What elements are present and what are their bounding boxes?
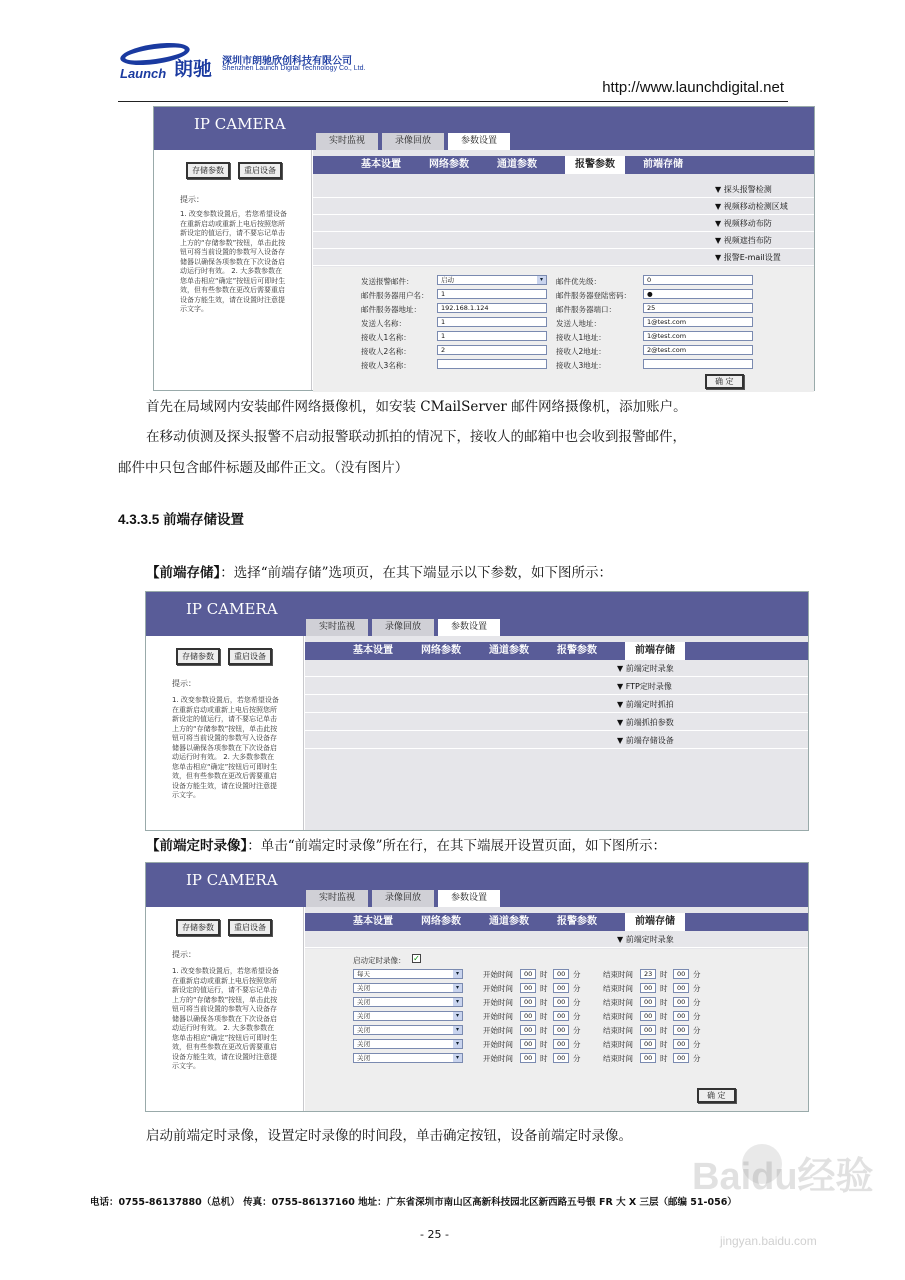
smtp-port-input[interactable]: 25 (643, 303, 753, 313)
nav-storage[interactable]: 前端存储 (643, 159, 683, 170)
minute-label: 分 (693, 998, 701, 1007)
minute-label: 分 (693, 1012, 701, 1021)
section-row[interactable]: ▼ FTP定时录像 (305, 678, 808, 695)
end-minute-input[interactable]: 00 (673, 983, 689, 993)
hint-title: 提示： (172, 950, 196, 959)
screenshot-scheduled-recording (145, 862, 809, 1112)
tab-live[interactable]: 实时监视 (316, 133, 378, 150)
minute-label: 分 (573, 1026, 581, 1035)
chevron-down-icon: ▾ (453, 1040, 462, 1048)
nav-network[interactable]: 网络参数 (421, 645, 461, 656)
chevron-down-icon: ▾ (453, 998, 462, 1006)
start-label: 开始时间 (483, 970, 513, 979)
end-minute-input[interactable]: 00 (673, 969, 689, 979)
tab-settings[interactable]: 参数设置 (438, 619, 500, 636)
field-label: 邮件服务器用户名： (361, 291, 429, 300)
day-select[interactable]: 关闭 ▾ (353, 997, 463, 1007)
camera-header (154, 107, 814, 150)
tab-playback[interactable]: 录像回放 (372, 619, 434, 636)
receiver3-name-input[interactable] (437, 359, 547, 369)
right-panel (305, 907, 808, 1111)
day-select[interactable]: 关闭 ▾ (353, 1039, 463, 1049)
watermark-url: jingyan.baidu.com (720, 1234, 817, 1248)
nav-channel[interactable]: 通道参数 (489, 645, 529, 656)
start-hour-input[interactable]: 00 (520, 969, 536, 979)
camera-title: IP CAMERA (186, 600, 278, 618)
mail-priority-input[interactable]: 0 (643, 275, 753, 285)
reboot-button[interactable]: 重启设备 (228, 919, 272, 936)
footer-contact: 电话：0755-86137880（总机） 传真：0755-86137160 地址：广东省深圳市南山区高新科技园北区新西路五号银 FR 大 X 三层（邮编 51-056） (90, 1197, 737, 1208)
receiver1-name-input[interactable]: 1 (437, 331, 547, 341)
action-buttons (176, 648, 272, 665)
receiver1-address-input[interactable]: 1@test.com (643, 331, 753, 341)
field-label: 发送报警邮件： (361, 277, 414, 286)
ok-button[interactable]: 确 定 (697, 1088, 736, 1103)
minute-label: 分 (693, 970, 701, 979)
hint-text: 1. 改变参数设置后，若您希望设备在重新启动或重新上电后按照您所新设定的值运行，请不要忘记单击上方的“存储参数”按钮，单击此按钮可将当前设置的参数写入设备存储器以确保各项参数在下次设备启动运行时有效。 2. 大多数参数在您单击相应“确定”按钮后可即时生效，但有些参数在更改后需要重启设备方能生效，请在设置时注意提示文字。 (172, 967, 279, 1070)
start-hour-input[interactable]: 00 (520, 1053, 536, 1063)
hour-label: 时 (660, 984, 668, 993)
start-label: 开始时间 (483, 1012, 513, 1021)
minute-label: 分 (573, 970, 581, 979)
field-label: 接收人2名称： (361, 347, 411, 356)
email-form (313, 267, 814, 392)
minute-label: 分 (573, 984, 581, 993)
section-row[interactable]: ▼ 视频移动布防 (313, 215, 814, 232)
end-label: 结束时间 (603, 998, 633, 1007)
main-tabs (316, 133, 510, 150)
field-label: 邮件服务器登陆密码： (556, 291, 631, 300)
minute-label: 分 (693, 1040, 701, 1049)
paragraph: 启动前端定时录像，设置定时录像的时间段，单击确定按钮，设备前端定时录像。 (146, 1128, 632, 1144)
end-hour-input[interactable]: 00 (640, 1011, 656, 1021)
start-hour-input[interactable]: 00 (520, 997, 536, 1007)
camera-header (146, 863, 808, 907)
left-panel (154, 150, 312, 390)
minute-label: 分 (573, 1054, 581, 1063)
hour-label: 时 (540, 970, 548, 979)
tab-playback[interactable]: 录像回放 (372, 890, 434, 907)
start-minute-input[interactable]: 00 (553, 1039, 569, 1049)
screenshot-storage-tab (145, 591, 809, 831)
ok-button[interactable]: 确 定 (705, 374, 744, 389)
end-minute-input[interactable]: 00 (673, 997, 689, 1007)
main-tabs (306, 619, 500, 636)
start-hour-input[interactable]: 00 (520, 1039, 536, 1049)
header-url[interactable]: http://www.launchdigital.net (602, 79, 784, 96)
receiver3-address-input[interactable] (643, 359, 753, 369)
section-row[interactable]: ▼ 前端定时录象 (305, 931, 808, 948)
paragraph: 在移动侦测及探头报警不启动报警联动抓拍的情况下，接收人的邮箱中也会收到报警邮件， (146, 429, 686, 445)
day-select[interactable]: 关闭 ▾ (353, 1025, 463, 1035)
minute-label: 分 (693, 1054, 701, 1063)
hour-label: 时 (540, 998, 548, 1007)
day-select[interactable]: 每天 ▾ (353, 969, 463, 979)
nav-network[interactable]: 网络参数 (429, 159, 469, 170)
nav-network[interactable]: 网络参数 (421, 916, 461, 927)
end-label: 结束时间 (603, 1040, 633, 1049)
minute-label: 分 (573, 1040, 581, 1049)
field-label: 接收人2地址： (556, 347, 606, 356)
hour-label: 时 (660, 1012, 668, 1021)
minute-label: 分 (693, 1026, 701, 1035)
field-label: 接收人1地址： (556, 333, 606, 342)
right-panel (313, 150, 814, 390)
hint-text: 1. 改变参数设置后，若您希望设备在重新启动或重新上电后按照您所新设定的值运行，请不要忘记单击上方的“存储参数”按钮，单击此按钮可将当前设置的参数写入设备存储器以确保各项参数在下次设备启动运行时有效。 2. 大多数参数在您单击相应“确定”按钮后可即时生效，但有些参数在更改后需要重启设备方能生效，请在设置时注意提示文字。 (172, 696, 279, 799)
tab-live[interactable]: 实时监视 (306, 619, 368, 636)
start-hour-input[interactable]: 00 (520, 983, 536, 993)
end-label: 结束时间 (603, 970, 633, 979)
section-row[interactable]: ▼ 报警E-mail设置 (313, 249, 814, 266)
action-buttons (176, 919, 272, 936)
chevron-down-icon: ▾ (453, 970, 462, 978)
section-row[interactable]: ▼ 前端定时录象 (305, 660, 808, 677)
start-label: 开始时间 (483, 984, 513, 993)
sender-name-input[interactable]: 1 (437, 317, 547, 327)
hour-label: 时 (660, 1054, 668, 1063)
nav-storage[interactable]: 前端存储 (625, 642, 685, 660)
end-label: 结束时间 (603, 1054, 633, 1063)
end-hour-input[interactable]: 00 (640, 1025, 656, 1035)
param-nav (305, 913, 808, 931)
hour-label: 时 (540, 984, 548, 993)
end-hour-input[interactable]: 00 (640, 997, 656, 1007)
reboot-button[interactable]: 重启设备 (238, 162, 282, 179)
save-params-button[interactable]: 存储参数 (176, 919, 220, 936)
chevron-down-icon: ▾ (453, 1026, 462, 1034)
hour-label: 时 (540, 1040, 548, 1049)
field-label: 接收人3名称： (361, 361, 411, 370)
watermark: Baidu经验 (692, 1156, 874, 1198)
start-minute-input[interactable]: 00 (553, 1025, 569, 1035)
section-row[interactable]: ▼ 视频遮挡布防 (313, 232, 814, 249)
enable-checkbox[interactable]: ✓ (413, 954, 420, 963)
param-nav (313, 156, 814, 174)
section-row[interactable]: ▼ 前端抓拍参数 (305, 714, 808, 731)
enable-label: 启动定时录像： (353, 956, 406, 965)
param-nav (305, 642, 808, 660)
screenshot-email-settings (153, 106, 815, 391)
start-label: 开始时间 (483, 1054, 513, 1063)
chevron-down-icon: ▾ (453, 1012, 462, 1020)
minute-label: 分 (693, 984, 701, 993)
day-select[interactable]: 关闭 ▾ (353, 1053, 463, 1063)
hint-title: 提示： (180, 195, 204, 204)
page-number: - 25 - (420, 1228, 449, 1241)
hour-label: 时 (660, 1026, 668, 1035)
end-minute-input[interactable]: 00 (673, 1039, 689, 1049)
minute-label: 分 (573, 998, 581, 1007)
start-minute-input[interactable]: 00 (553, 969, 569, 979)
day-select[interactable]: 关闭 ▾ (353, 1011, 463, 1021)
field-label: 接收人1名称： (361, 333, 411, 342)
send-alarm-select[interactable]: 启动 ▾ (437, 275, 547, 285)
start-label: 开始时间 (483, 1040, 513, 1049)
tab-settings[interactable]: 参数设置 (448, 133, 510, 150)
nav-channel[interactable]: 通道参数 (489, 916, 529, 927)
end-minute-input[interactable]: 00 (673, 1025, 689, 1035)
field-label: 发送人名称： (361, 319, 406, 328)
end-label: 结束时间 (603, 984, 633, 993)
start-minute-input[interactable]: 00 (553, 1053, 569, 1063)
start-label: 开始时间 (483, 1026, 513, 1035)
start-minute-input[interactable]: 00 (553, 997, 569, 1007)
nav-alarm[interactable]: 报警参数 (557, 645, 597, 656)
paragraph: 【前端存储】：选择“前端存储”选项页，在其下端显示以下参数，如下图所示： (146, 565, 613, 581)
field-label: 邮件服务器端口： (556, 305, 616, 314)
chevron-down-icon: ▾ (453, 984, 462, 992)
logo-latin: Launch (120, 66, 167, 81)
company-name-en: Shenzhen Launch Digital Technology Co., Ltd. (222, 65, 366, 72)
nav-basic[interactable]: 基本设置 (361, 159, 401, 170)
nav-storage[interactable]: 前端存储 (625, 913, 685, 931)
receiver2-address-input[interactable]: 2@test.com (643, 345, 753, 355)
save-params-button[interactable]: 存储参数 (186, 162, 230, 179)
start-minute-input[interactable]: 00 (553, 1011, 569, 1021)
end-label: 结束时间 (603, 1012, 633, 1021)
section-row[interactable]: ▼ 探头报警检测 (313, 181, 814, 198)
smtp-user-input[interactable]: 1 (437, 289, 547, 299)
start-hour-input[interactable]: 00 (520, 1025, 536, 1035)
hint-title: 提示： (172, 679, 196, 688)
smtp-password-input[interactable]: ● (643, 289, 753, 299)
end-label: 结束时间 (603, 1026, 633, 1035)
start-label: 开始时间 (483, 998, 513, 1007)
chevron-down-icon: ▾ (537, 276, 546, 284)
section-heading: 4.3.3.5 前端存储设置 (118, 512, 245, 528)
end-hour-input[interactable]: 23 (640, 969, 656, 979)
right-panel (305, 636, 808, 830)
paragraph: 【前端定时录像】：单击“前端定时录像”所在行，在其下端展开设置页面，如下图所示： (146, 838, 667, 854)
hour-label: 时 (660, 970, 668, 979)
camera-header (146, 592, 808, 636)
start-minute-input[interactable]: 00 (553, 983, 569, 993)
tab-playback[interactable]: 录像回放 (382, 133, 444, 150)
hour-label: 时 (660, 1040, 668, 1049)
field-label: 邮件优先级： (556, 277, 601, 286)
section-row[interactable]: ▼ 前端存储设备 (305, 732, 808, 749)
hour-label: 时 (540, 1054, 548, 1063)
left-panel (146, 636, 304, 830)
end-minute-input[interactable]: 00 (673, 1053, 689, 1063)
company-logo (118, 42, 218, 82)
chevron-down-icon: ▾ (453, 1054, 462, 1062)
section-row[interactable]: ▼ 视频移动检测区域 (313, 198, 814, 215)
tab-live[interactable]: 实时监视 (306, 890, 368, 907)
camera-title: IP CAMERA (194, 115, 286, 133)
end-hour-input[interactable]: 00 (640, 1053, 656, 1063)
action-buttons (186, 162, 282, 179)
nav-alarm[interactable]: 报警参数 (557, 916, 597, 927)
schedule-form (305, 949, 808, 1111)
end-hour-input[interactable]: 00 (640, 1039, 656, 1049)
page-header (118, 38, 788, 102)
end-minute-input[interactable]: 00 (673, 1011, 689, 1021)
company-name-cn: 深圳市朗驰欣创科技有限公司 (222, 56, 352, 67)
logo-cn: 朗驰 (174, 58, 213, 80)
tab-settings[interactable]: 参数设置 (438, 890, 500, 907)
section-row[interactable]: ▼ 前端定时抓拍 (305, 696, 808, 713)
nav-basic[interactable]: 基本设置 (353, 645, 393, 656)
field-label: 邮件服务器地址： (361, 305, 421, 314)
hour-label: 时 (540, 1012, 548, 1021)
camera-title: IP CAMERA (186, 871, 278, 889)
hour-label: 时 (660, 998, 668, 1007)
main-tabs (306, 890, 500, 907)
smtp-server-input[interactable]: 192.168.1.124 (437, 303, 547, 313)
hour-label: 时 (540, 1026, 548, 1035)
field-label: 接收人3地址： (556, 361, 606, 370)
reboot-button[interactable]: 重启设备 (228, 648, 272, 665)
sender-address-input[interactable]: 1@test.com (643, 317, 753, 327)
nav-channel[interactable]: 通道参数 (497, 159, 537, 170)
paragraph: 邮件中只包含邮件标题及邮件正文。（没有图片） (118, 460, 409, 476)
save-params-button[interactable]: 存储参数 (176, 648, 220, 665)
day-select[interactable]: 关闭 ▾ (353, 983, 463, 993)
nav-alarm[interactable]: 报警参数 (565, 156, 625, 174)
minute-label: 分 (573, 1012, 581, 1021)
hint-text: 1. 改变参数设置后，若您希望设备在重新启动或重新上电后按照您所新设定的值运行，请不要忘记单击上方的“存储参数”按钮，单击此按钮可将当前设置的参数写入设备存储器以确保各项参数在下次设备启动运行时有效。 2. 大多数参数在您单击相应“确定”按钮后可即时生效，但有些参数在更改后需要重启设备方能生效，请在设置时注意提示文字。 (180, 210, 287, 313)
end-hour-input[interactable]: 00 (640, 983, 656, 993)
left-panel (146, 907, 304, 1111)
receiver2-name-input[interactable]: 2 (437, 345, 547, 355)
field-label: 发送人地址： (556, 319, 601, 328)
start-hour-input[interactable]: 00 (520, 1011, 536, 1021)
nav-basic[interactable]: 基本设置 (353, 916, 393, 927)
paragraph: 首先在局域网内安装邮件网络摄像机，如安装 CMailServer 邮件网络摄像机，添加账户。 (146, 399, 687, 415)
